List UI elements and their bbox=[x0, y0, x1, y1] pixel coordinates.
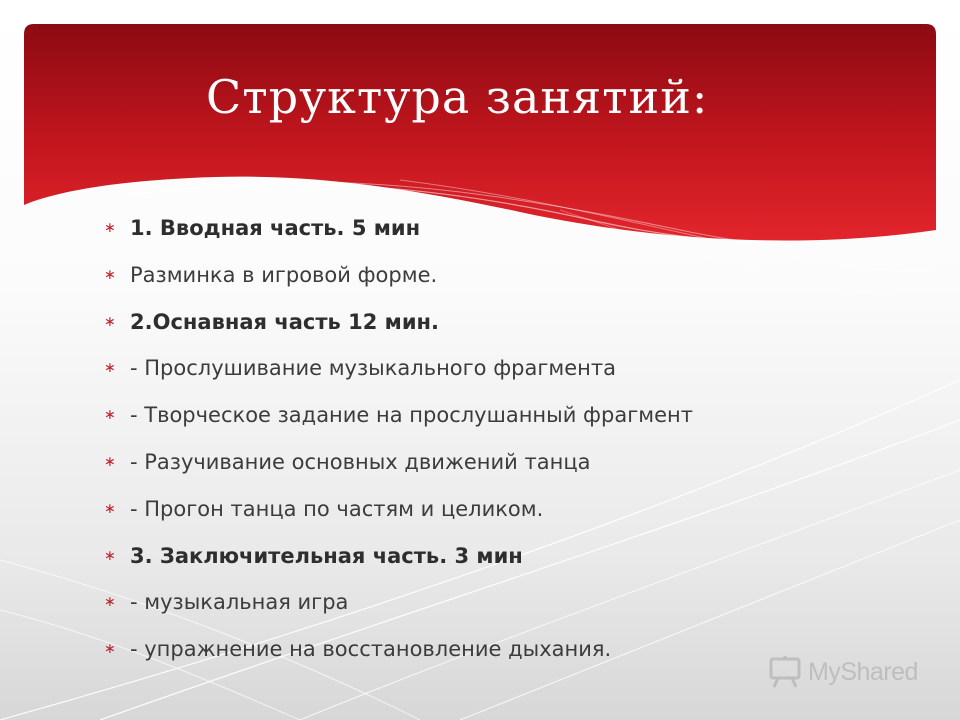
list-item-text: - Разучивание основных движений танца bbox=[130, 449, 591, 474]
content-list bbox=[104, 205, 693, 673]
list-item bbox=[104, 486, 693, 533]
list-item bbox=[104, 579, 693, 626]
list-item bbox=[104, 205, 693, 252]
list-item-text: Разминка в игровой форме. bbox=[130, 262, 438, 287]
list-item bbox=[104, 252, 693, 299]
bullet-icon: ∗ bbox=[104, 500, 116, 517]
list-item bbox=[104, 533, 693, 580]
bullet-icon: ∗ bbox=[104, 453, 116, 470]
bullet-icon: ∗ bbox=[104, 220, 116, 236]
list-item-text: - Прослушивание музыкального фрагмента bbox=[130, 356, 616, 381]
bullet-icon: ∗ bbox=[104, 313, 116, 330]
watermark-text: MyShared bbox=[808, 657, 918, 686]
list-item-text: 1. Вводная часть. 5 мин bbox=[130, 216, 421, 240]
bullet-icon: ∗ bbox=[104, 407, 116, 424]
list-item bbox=[104, 439, 693, 486]
list-item bbox=[104, 345, 693, 392]
list-item-text: - музыкальная игра bbox=[130, 590, 349, 615]
list-item bbox=[104, 392, 693, 439]
list-item-text: 2.Оснавная часть 12 мин. bbox=[130, 309, 440, 334]
bullet-icon: ∗ bbox=[104, 360, 116, 377]
slide-title: Структура занятий: bbox=[206, 70, 709, 124]
presentation-board-icon bbox=[768, 656, 802, 688]
list-item bbox=[104, 299, 693, 346]
list-item-text: - Творческое задание на прослушанный фрагмент bbox=[130, 403, 693, 428]
bullet-icon: ∗ bbox=[104, 547, 116, 564]
watermark bbox=[768, 656, 918, 688]
bullet-icon: ∗ bbox=[104, 266, 116, 283]
list-item-text: - упражнение на восстановление дыхания. bbox=[130, 637, 612, 662]
list-item-text: 3. Заключительная часть. 3 мин bbox=[130, 543, 523, 568]
list-item bbox=[104, 626, 693, 673]
bullet-icon: ∗ bbox=[104, 641, 116, 658]
bullet-icon: ∗ bbox=[104, 594, 116, 611]
list-item-text: - Прогон танца по частям и целиком. bbox=[130, 496, 544, 521]
